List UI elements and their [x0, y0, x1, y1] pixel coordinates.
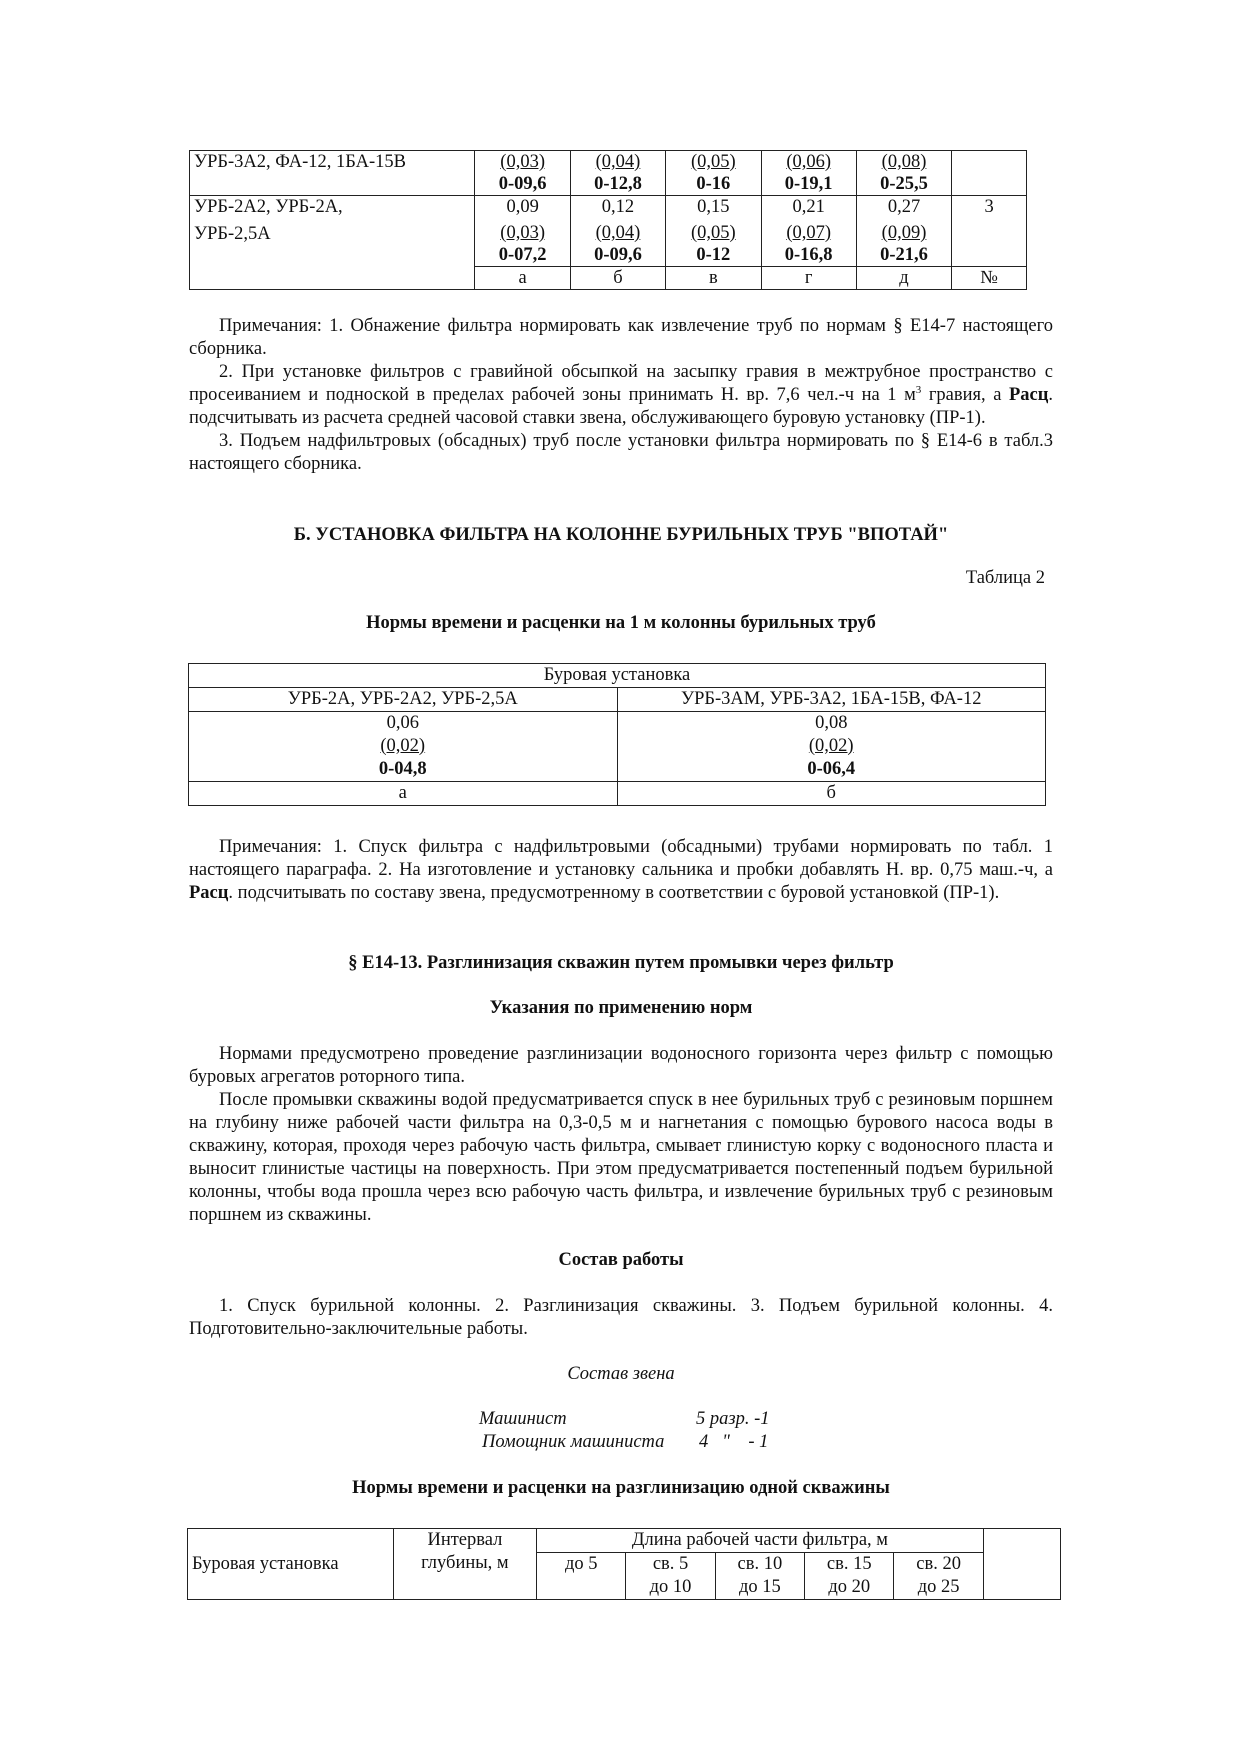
- value-cell: 0,09 (0,03) 0-07,2: [475, 196, 570, 267]
- norms-table-continued: [189, 150, 1027, 290]
- column-header: Буровая установка: [188, 1529, 394, 1600]
- crew-row: Помощник машиниста 4 " - 1: [482, 1432, 769, 1452]
- column-header: УРБ-3АМ, УРБ-3А2, 1БА-15В, ФА-12: [617, 688, 1046, 712]
- section-heading: § Е14-13. Разглинизация скважин путем промывки через фильтр: [348, 953, 894, 973]
- value-cell: 0,06 (0,02) 0-04,8: [189, 712, 618, 782]
- value-cell: 0,27 (0,09) 0-21,6: [856, 196, 951, 267]
- subsection-heading: Указания по применению норм: [489, 998, 753, 1018]
- empty-cell: [983, 1529, 1060, 1600]
- group-header: Длина рабочей части фильтра, м: [537, 1529, 984, 1553]
- value-cell: (0,03) 0-09,6: [475, 151, 570, 196]
- table-title: Нормы времени и расценки на разглинизацию одной скважины: [352, 1478, 890, 1498]
- table-row: [188, 1529, 1061, 1553]
- norms-table-3: [187, 1528, 1061, 1600]
- rig-name-cell: УРБ-2А2, УРБ-2А, УРБ-2,5А: [190, 196, 475, 267]
- note-paragraph: Примечания: 1. Спуск фильтра с надфильтровыми (обсадными) трубами нормировать по табл. 1 настоящего параграфа. 2. На изготовление и установку сальника и пробки добавлять Н. вр. 0,75 маш.-ч, а Расц. подсчитывать по составу звена, предусмотренному в соответствии с буровой установкой (ПР-1).: [189, 837, 1053, 903]
- column-letter: а: [475, 267, 570, 290]
- column-letter: а: [189, 782, 618, 806]
- column-letter: д: [856, 267, 951, 290]
- crew-row: Машинист 5 разр. -1: [479, 1409, 770, 1429]
- table-row: [189, 712, 1046, 782]
- table-header-cell: Буровая установка: [189, 664, 1046, 688]
- rig-name-cell: УРБ-3А2, ФА-12, 1БА-15В: [194, 152, 406, 172]
- column-header: св. 20 до 25: [894, 1553, 983, 1600]
- column-letter: б: [570, 267, 665, 290]
- note-paragraph: 3. Подъем надфильтровых (обсадных) труб после установки фильтра нормировать по § Е14-6 в табл.3 настоящего сборника.: [189, 431, 1053, 474]
- notes-block-2: [189, 836, 1053, 905]
- value-cell: 0,12 (0,04) 0-09,6: [570, 196, 665, 267]
- value-cell: (0,05) 0-16: [666, 151, 761, 196]
- note-paragraph: 2. При установке фильтров с гравийной обсыпкой на засыпку гравия в межтрубное пространство с просеиванием и подноской в пределах рабочей зоны принимать Н. вр. 7,6 чел.-ч на 1 $м^3$ гравия, а Расц. подсчитывать из расчета средней часовой ставки звена, обслуживающего буровую установку (ПР-1).: [189, 362, 1054, 428]
- column-header: до 5: [537, 1553, 626, 1600]
- value-cell: 0,08 (0,02) 0-06,4: [617, 712, 1046, 782]
- subsection-heading: Состав работы: [558, 1250, 684, 1270]
- norms-table-2: [188, 663, 1046, 806]
- column-header: УРБ-2А, УРБ-2А2, УРБ-2,5А: [189, 688, 618, 712]
- row-number-cell: [952, 151, 1027, 196]
- number-header: №: [952, 267, 1027, 290]
- table-title: Нормы времени и расценки на 1 м колонны бурильных труб: [366, 613, 876, 633]
- column-letter-row: [190, 267, 1027, 290]
- column-header: св. 5 до 10: [626, 1553, 715, 1600]
- table-row: [189, 664, 1046, 688]
- empty-cell: [190, 267, 475, 290]
- column-letter: в: [666, 267, 761, 290]
- crew-heading: Состав звена: [567, 1364, 675, 1384]
- table-row: [189, 688, 1046, 712]
- value-cell: (0,04) 0-12,8: [570, 151, 665, 196]
- row-number-cell: 3: [952, 196, 1027, 267]
- guide-paragraph: После промывки скважины водой предусматривается спуск в нее бурильных труб с резиновым поршнем на глубину ниже рабочей части фильтра на 0,3-0,5 м и нагнетания с помощью бурового насоса воды в скважину, которая, проходя через рабочую часть фильтра, смывает глинистую корку с водоносного пласта и выносит глинистые частицы на поверхность. При этом предусматривается постепенный подъем бурильной колонны, чтобы вода прошла через всю рабочую часть фильтра, и извлечение бурильных труб с резиновым поршнем из скважины.: [189, 1090, 1053, 1225]
- work-text: 1. Спуск бурильной колонны. 2. Разглинизация скважины. 3. Подъем бурильной колонны. 4. Подготовительно-заключительные работы.: [189, 1296, 1053, 1339]
- table-row: [190, 151, 1027, 196]
- column-letter: б: [617, 782, 1046, 806]
- column-header: Интервал глубины, м: [393, 1529, 536, 1600]
- column-header: св. 15 до 20: [805, 1553, 894, 1600]
- table-row: [190, 196, 1027, 267]
- crew-list: [189, 1408, 1053, 1454]
- section-heading: Б. УСТАНОВКА ФИЛЬТРА НА КОЛОННЕ БУРИЛЬНЫХ ТРУБ "ВПОТАЙ": [293, 525, 949, 545]
- guide-text: [189, 1043, 1053, 1227]
- table-label: Таблица 2: [965, 568, 1045, 588]
- table-row: [189, 782, 1046, 806]
- column-letter: г: [761, 267, 856, 290]
- column-header: св. 10 до 15: [715, 1553, 804, 1600]
- notes-block-1: [189, 315, 1053, 476]
- note-paragraph: Примечания: 1. Обнажение фильтра нормировать как извлечение труб по нормам § Е14-7 настоящего сборника.: [189, 316, 1053, 359]
- value-cell: (0,08) 0-25,5: [856, 151, 951, 196]
- value-cell: 0,21 (0,07) 0-16,8: [761, 196, 856, 267]
- guide-paragraph: Нормами предусмотрено проведение разглинизации водоносного горизонта через фильтр с помощью буровых агрегатов роторного типа.: [189, 1044, 1053, 1087]
- value-cell: 0,15 (0,05) 0-12: [666, 196, 761, 267]
- value-cell: (0,06) 0-19,1: [761, 151, 856, 196]
